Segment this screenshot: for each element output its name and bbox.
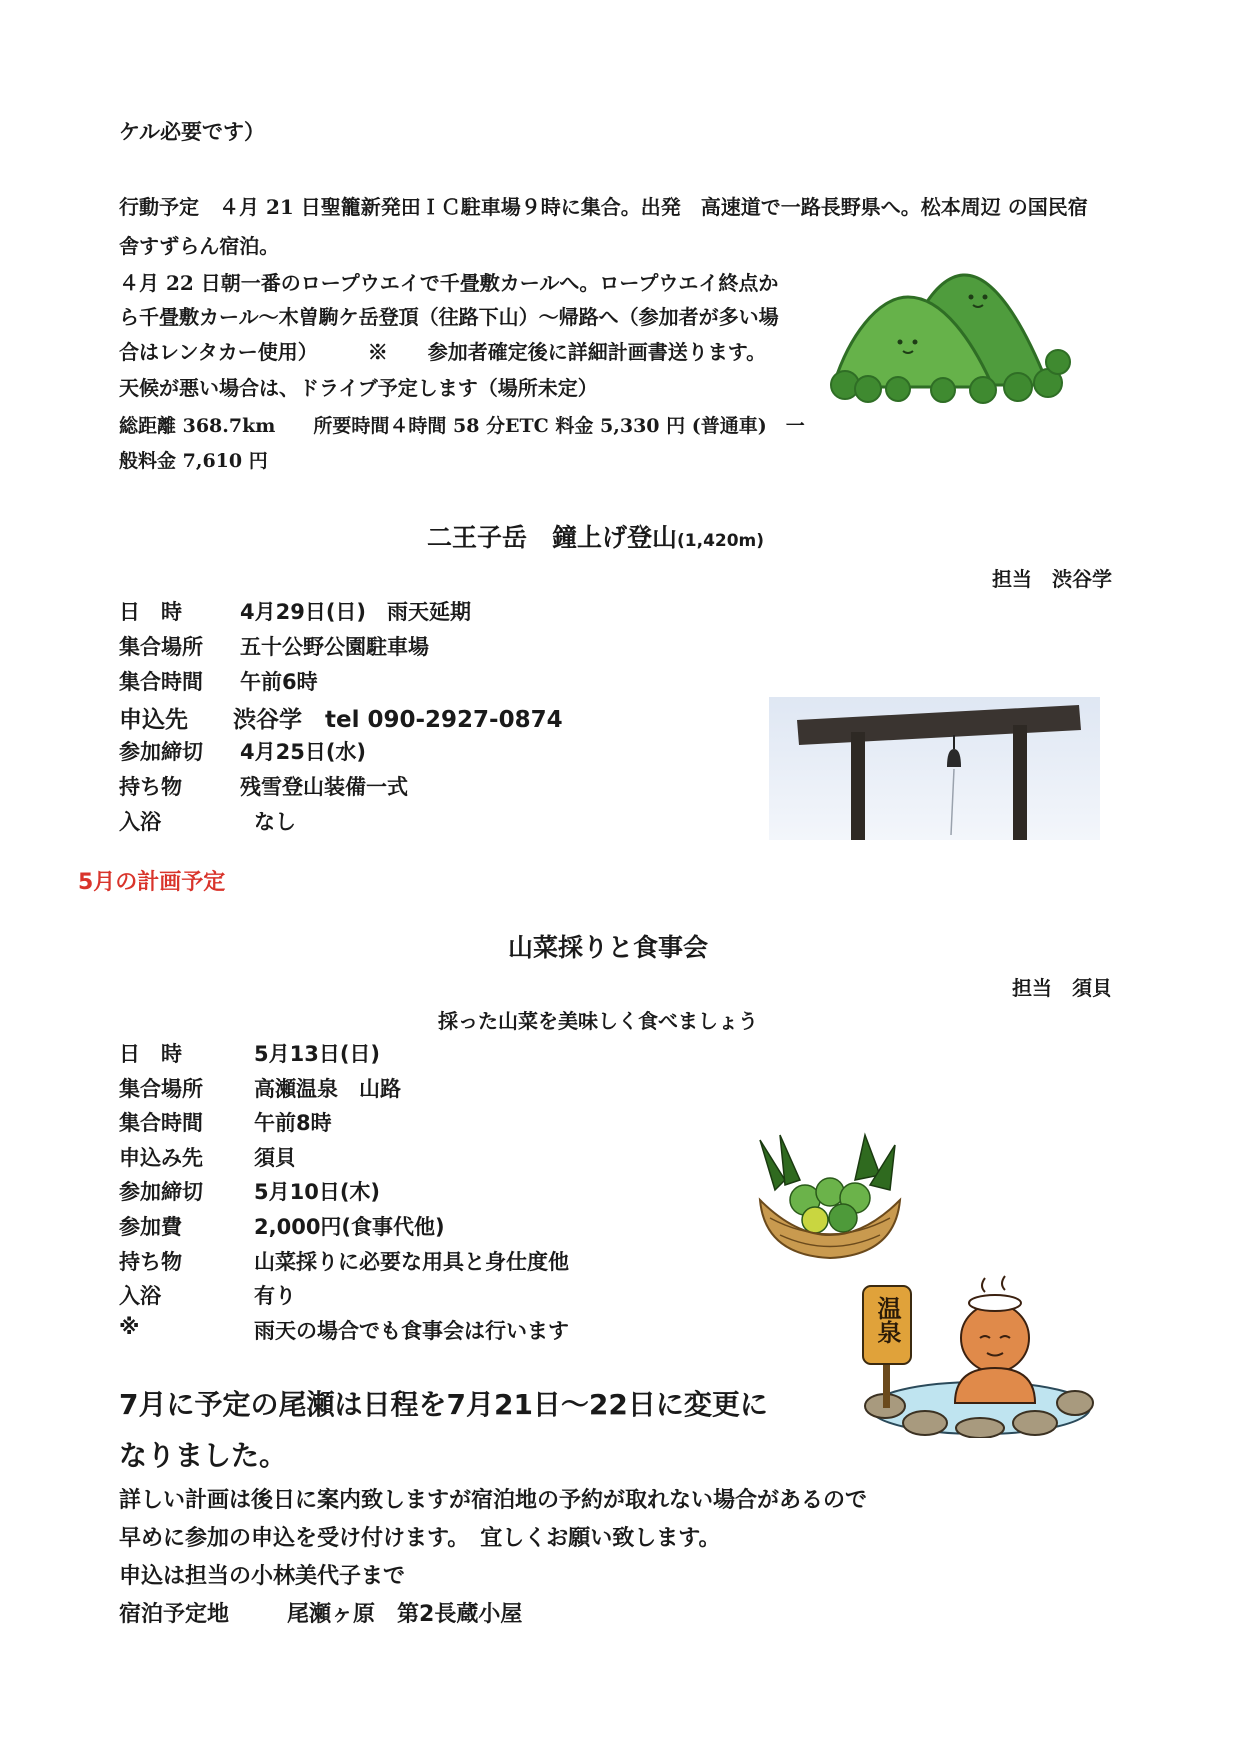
nioushi-title: 二王子岳 鐘上げ登山(1,420m) [427, 523, 765, 552]
nioushi-value: 渋谷学 tel 090-2927-0874 [233, 707, 563, 733]
sansai-label: 申込み先 [119, 1145, 203, 1170]
onsen-sign-text: 温泉 [873, 1296, 901, 1344]
distance-info: 般料金 7,610 円 [119, 450, 268, 472]
nioushi-value: 4月29日(日) 雨天延期 [240, 600, 472, 624]
sansai-label: 日 時 [119, 1042, 182, 1066]
schedule-line: ４月 22 日朝一番のロープウエイで千畳敷カールへ。ロープウエイ終点か [119, 271, 779, 295]
sansai-label: 集合時間 [119, 1111, 203, 1136]
lodging-value: 尾瀬ヶ原 第2長蔵小屋 [287, 1602, 523, 1627]
gate-post-left [851, 732, 865, 840]
sansai-label: 集合場所 [119, 1076, 203, 1101]
bather-head [961, 1304, 1029, 1372]
sansai-value: 山菜採りに必要な用具と身仕度他 [254, 1249, 569, 1274]
nioushi-label: 申込先 [119, 707, 188, 733]
nioushi-label: 入浴 [119, 810, 161, 834]
sansai-value: 5月10日(木) [254, 1180, 381, 1205]
sansai-subtitle: 採った山菜を美味しく食べましょう [438, 1009, 758, 1033]
sansai-title: 山菜採りと食事会 [508, 933, 709, 962]
nioushi-label: 参加締切 [119, 740, 203, 764]
nioushi-value: 午前6時 [240, 670, 318, 694]
distance-info: 総距離 368.7km 所要時間４時間 58 分ETC 料金 5,330 円 (普通車) 一 [119, 415, 805, 437]
schedule-line: 舎すずらん宿泊。 [119, 234, 280, 258]
mountain-illustration [823, 267, 1073, 407]
weather-note: 天候が悪い場合は、ドライブ予定します（場所未定） [119, 376, 598, 400]
schedule-line: 合はレンタカー使用） ※ 参加者確定後に詳細計画書送ります。 [119, 340, 767, 364]
sansai-value: 高瀬温泉 山路 [254, 1076, 401, 1101]
oze-headline: なりました。 [119, 1439, 288, 1472]
nioushi-value: 残雪登山装備一式 [240, 775, 408, 799]
nioushi-manager: 担当 渋谷学 [992, 567, 1112, 591]
onsen-illustration [855, 1268, 1095, 1438]
sansai-label: 参加締切 [119, 1180, 203, 1205]
sansai-value: 5月13日(日) [254, 1042, 381, 1066]
continued-text: ケル必要です） [119, 119, 265, 144]
sansai-value: 2,000円(食事代他) [254, 1215, 445, 1239]
schedule-line: ら千畳敷カール〜木曽駒ケ岳登頂（往路下山）〜帰路へ（参加者が多い場 [119, 305, 779, 329]
oze-detail: 早めに参加の申込を受け付けます。 宜しくお願い致します。 [119, 1526, 721, 1551]
nioushi-value: 4月25日(水) [240, 740, 367, 764]
oze-headline: 7月に予定の尾瀬は日程を7月21日〜22日に変更に [119, 1388, 768, 1421]
nioushi-value: 五十公野公園駐車場 [240, 635, 429, 659]
sansai-label: 入浴 [119, 1284, 161, 1309]
oze-lodging [119, 1597, 522, 1628]
sansai-label: ※ [119, 1314, 140, 1339]
nioushi-label: 日 時 [119, 600, 182, 624]
sansai-label: 持ち物 [119, 1249, 182, 1274]
greens-group [790, 1178, 870, 1233]
sansai-label: 参加費 [119, 1215, 182, 1239]
bell-gate-photo [769, 697, 1100, 840]
oze-contact: 申込は担当の小林美代子まで [119, 1564, 406, 1589]
may-heading: 5月の計画予定 [78, 870, 226, 895]
schedule-line: 行動予定 ４月 21 日聖籠新発田ＩＣ駐車場９時に集合。出発 高速道で一路長野県へ。松本周辺 の国民宿 [119, 195, 1088, 219]
nioushi-value: なし [254, 810, 296, 834]
nioushi-label: 集合時間 [119, 670, 203, 694]
sansai-manager: 担当 須貝 [1012, 976, 1112, 1000]
sansai-value: 須貝 [254, 1145, 296, 1170]
nioushi-label: 持ち物 [119, 775, 182, 799]
lodging-label: 宿泊予定地 [119, 1602, 230, 1627]
sansai-value: 有り [254, 1284, 296, 1309]
vegetable-basket-illustration [755, 1130, 905, 1260]
bather-body [955, 1368, 1035, 1403]
gate-post-right [1013, 725, 1027, 840]
nioushi-elevation: (1,420m) [677, 531, 765, 551]
sansai-value: 雨天の場合でも食事会は行います [254, 1318, 569, 1343]
sansai-value: 午前8時 [254, 1111, 332, 1136]
nioushi-label: 集合場所 [119, 635, 203, 659]
basket-shape [760, 1200, 900, 1258]
oze-detail: 詳しい計画は後日に案内致しますが宿泊地の予約が取れない場合があるので [119, 1488, 868, 1513]
